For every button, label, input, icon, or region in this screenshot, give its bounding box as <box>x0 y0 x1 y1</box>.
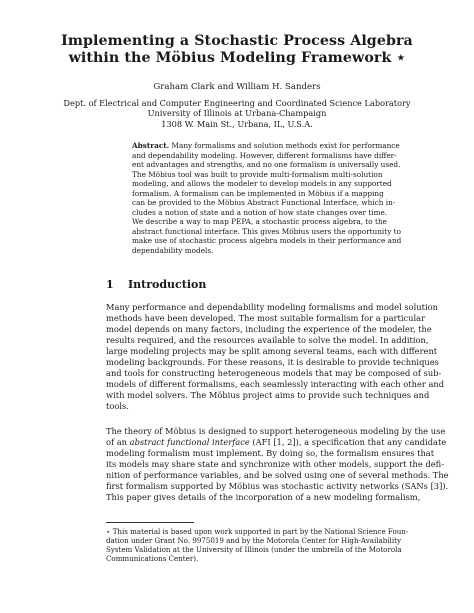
affiliation-line-2: University of Illinois at Urbana-Champaign <box>147 108 327 119</box>
body-line: tools. <box>106 401 129 411</box>
section-number: 1 <box>106 278 114 291</box>
abstract-label: Abstract. <box>132 141 170 150</box>
body-line: This paper gives details of the incorporation of a new modeling formalism, <box>106 492 421 502</box>
paper-title <box>0 33 474 67</box>
author-list: Graham Clark and William H. Sanders <box>153 82 321 92</box>
abstract-line: can be provided to the Möbius Abstract Functional Interface, which in- <box>132 198 396 207</box>
affiliation <box>0 98 474 129</box>
abstract-line: ent advantages and strengths, and no one formalism is universally used. <box>132 160 401 169</box>
body-text: of an <box>106 437 130 447</box>
footnote-rule <box>106 522 194 523</box>
affiliation-line-1: Dept. of Electrical and Computer Engineering and Coordinated Science Laboratory <box>63 98 411 108</box>
body-line: Many performance and dependability modeling formalisms and model solution <box>106 302 438 312</box>
abstract-line <box>132 141 400 151</box>
title-line-2: within the Möbius Modeling Framework ⋆ <box>68 50 406 66</box>
abstract-line: cludes a notion of state and a notion of how state changes over time. <box>132 207 388 217</box>
body-line: nition of performance variables, and be solved using one of several methods. The <box>106 470 449 480</box>
body-line: model depends on many factors, including the experience of the modeler, the <box>106 324 432 334</box>
body-line: its models may share state and synchronize with other models, support the defi- <box>106 459 444 469</box>
body-line: The theory of Möbius is designed to support heterogeneous modeling by the use <box>106 426 446 436</box>
section-title: Introduction <box>128 278 207 291</box>
footnote <box>106 527 409 563</box>
abstract-line: formalism. A formalism can be implemented in Möbius if a mapping <box>132 188 384 198</box>
body-line: results required, and the resources available to solve the model. In addition, <box>106 335 429 345</box>
abstract-line: We describe a way to map PEPA, a stochastic process algebra, to the <box>132 217 387 226</box>
intro-paragraph-1 <box>106 302 445 412</box>
abstract-text: Many formalisms and solution methods exist for performance <box>171 141 400 150</box>
body-line: modeling formalism must implement. By doing so, the formalism ensures that <box>106 448 435 458</box>
body-text: (AFI [1, 2]), a specification that any candidate <box>249 437 447 447</box>
footnote-line: ⋆ This material is based upon work supported in part by the National Science Foun- <box>106 527 409 536</box>
body-line <box>106 437 447 448</box>
section-heading <box>106 278 206 291</box>
abstract-line: and dependability modeling. However, different formalisms have differ- <box>132 150 397 160</box>
footnote-line: System Validation at the University of Illinois (under the umbrella of the Motorola <box>106 545 402 554</box>
abstract-block <box>132 141 402 255</box>
body-line: first formalism supported by Möbius was stochastic activity networks (SANs [3]). <box>106 481 449 491</box>
body-line: models of different formalisms, each seamlessly interacting with each other and <box>106 379 445 389</box>
footnote-line: Communications Center). <box>106 554 199 563</box>
body-line: large modeling projects may be split among several teams, each with different <box>106 346 438 356</box>
footnote-line: dation under Grant No. 9975019 and by the Motorola Center for High-Availability <box>106 536 401 545</box>
abstract-line: The Möbius tool was built to provide multi-formalism multi-solution <box>132 169 383 179</box>
abstract-line: modeling, and allows the modeler to develop models in any supported <box>132 179 392 188</box>
afi-term: abstract functional interface <box>129 437 250 447</box>
body-line: modeling backgrounds. For these reasons, it is desirable to provide techniques <box>106 357 439 367</box>
body-line: methods have been developed. The most suitable formalism for a particular <box>106 313 426 323</box>
abstract-line: abstract functional interface. This gives Möbius users the opportunity to <box>132 226 401 236</box>
body-line: with model solvers. The Möbius project aims to provide such techniques and <box>106 390 430 400</box>
affiliation-line-3: 1308 W. Main St., Urbana, IL, U.S.A. <box>161 118 313 129</box>
intro-paragraph-2 <box>106 426 449 503</box>
body-line: and tools for constructing heterogeneous models that may be composed of sub- <box>106 368 442 378</box>
title-line-1: Implementing a Stochastic Process Algebra <box>61 33 413 49</box>
abstract-line: dependability models. <box>132 245 214 255</box>
abstract-line: make use of stochastic process algebra models in their performance and <box>132 236 402 245</box>
